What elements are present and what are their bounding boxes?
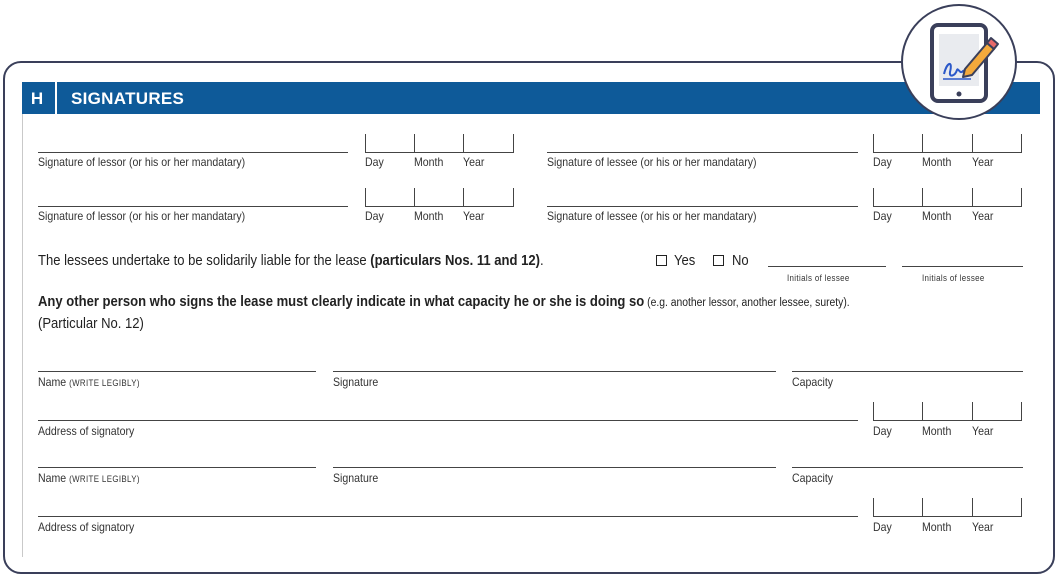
section-letter: H: [30, 89, 44, 108]
other-signer-instruction: Any other person who signs the lease must clearly indicate in what capacity he or she is doing so (e.g. another lessor, another lessee, surety).: [38, 294, 850, 310]
yes-checkbox[interactable]: [656, 255, 667, 266]
day-label: Day: [873, 520, 892, 534]
tablet-signature-icon: [903, 6, 1015, 118]
day-label: Day: [365, 209, 384, 223]
lessee-signature-line-1[interactable]: [547, 152, 858, 153]
header-divider: [55, 82, 57, 114]
form-left-edge: [22, 82, 23, 557]
day-label: Day: [873, 209, 892, 223]
solidarity-statement: The lessees undertake to be solidarily liable for the lease (particulars Nos. 11 and 12).: [38, 253, 544, 269]
particular-reference: (Particular No. 12): [38, 316, 144, 332]
lessor-signature-label-2: Signature of lessor (or his or her mandatary): [38, 209, 246, 223]
month-label: Month: [922, 209, 952, 223]
initials-label-1: Initials of lessee: [787, 273, 850, 283]
section-title: SIGNATURES: [71, 89, 185, 108]
initials-line-2[interactable]: [902, 266, 1023, 267]
lessee-signature-line-2[interactable]: [547, 206, 858, 207]
signature-label-1: Signature: [333, 375, 379, 389]
initials-line-1[interactable]: [768, 266, 886, 267]
signature-label-2: Signature: [333, 471, 379, 485]
capacity-line-1[interactable]: [792, 371, 1023, 372]
name-label-1: Name (WRITE LEGIBLY): [38, 375, 140, 389]
address-line-1[interactable]: [38, 420, 858, 421]
no-label: No: [732, 253, 749, 269]
year-label: Year: [463, 209, 485, 223]
name-label-2: Name (WRITE LEGIBLY): [38, 471, 140, 485]
e-signature-badge: [901, 4, 1017, 120]
year-label: Year: [972, 209, 994, 223]
name-line-2[interactable]: [38, 467, 316, 468]
month-label: Month: [922, 520, 952, 534]
section-header: [22, 82, 1040, 114]
lessee-signature-label-2: Signature of lessee (or his or her mandatary): [547, 209, 757, 223]
signature-line-1[interactable]: [333, 371, 776, 372]
initials-label-2: Initials of lessee: [922, 273, 985, 283]
card-frame: [3, 61, 1055, 574]
name-line-1[interactable]: [38, 371, 316, 372]
capacity-line-2[interactable]: [792, 467, 1023, 468]
year-label: Year: [463, 155, 485, 169]
no-checkbox[interactable]: [713, 255, 724, 266]
month-label: Month: [414, 155, 444, 169]
month-label: Month: [922, 424, 952, 438]
lessee-signature-label-1: Signature of lessee (or his or her mandatary): [547, 155, 757, 169]
month-label: Month: [922, 155, 952, 169]
day-label: Day: [873, 155, 892, 169]
day-label: Day: [365, 155, 384, 169]
signature-line-2[interactable]: [333, 467, 776, 468]
lessor-signature-label-1: Signature of lessor (or his or her mandatary): [38, 155, 246, 169]
lessor-signature-line-1[interactable]: [38, 152, 348, 153]
address-label-1: Address of signatory: [38, 424, 135, 438]
yes-label: Yes: [674, 253, 696, 269]
day-label: Day: [873, 424, 892, 438]
address-label-2: Address of signatory: [38, 520, 135, 534]
capacity-label-1: Capacity: [792, 375, 834, 389]
year-label: Year: [972, 424, 994, 438]
lessor-signature-line-2[interactable]: [38, 206, 348, 207]
year-label: Year: [972, 520, 994, 534]
address-line-2[interactable]: [38, 516, 858, 517]
capacity-label-2: Capacity: [792, 471, 834, 485]
year-label: Year: [972, 155, 994, 169]
month-label: Month: [414, 209, 444, 223]
